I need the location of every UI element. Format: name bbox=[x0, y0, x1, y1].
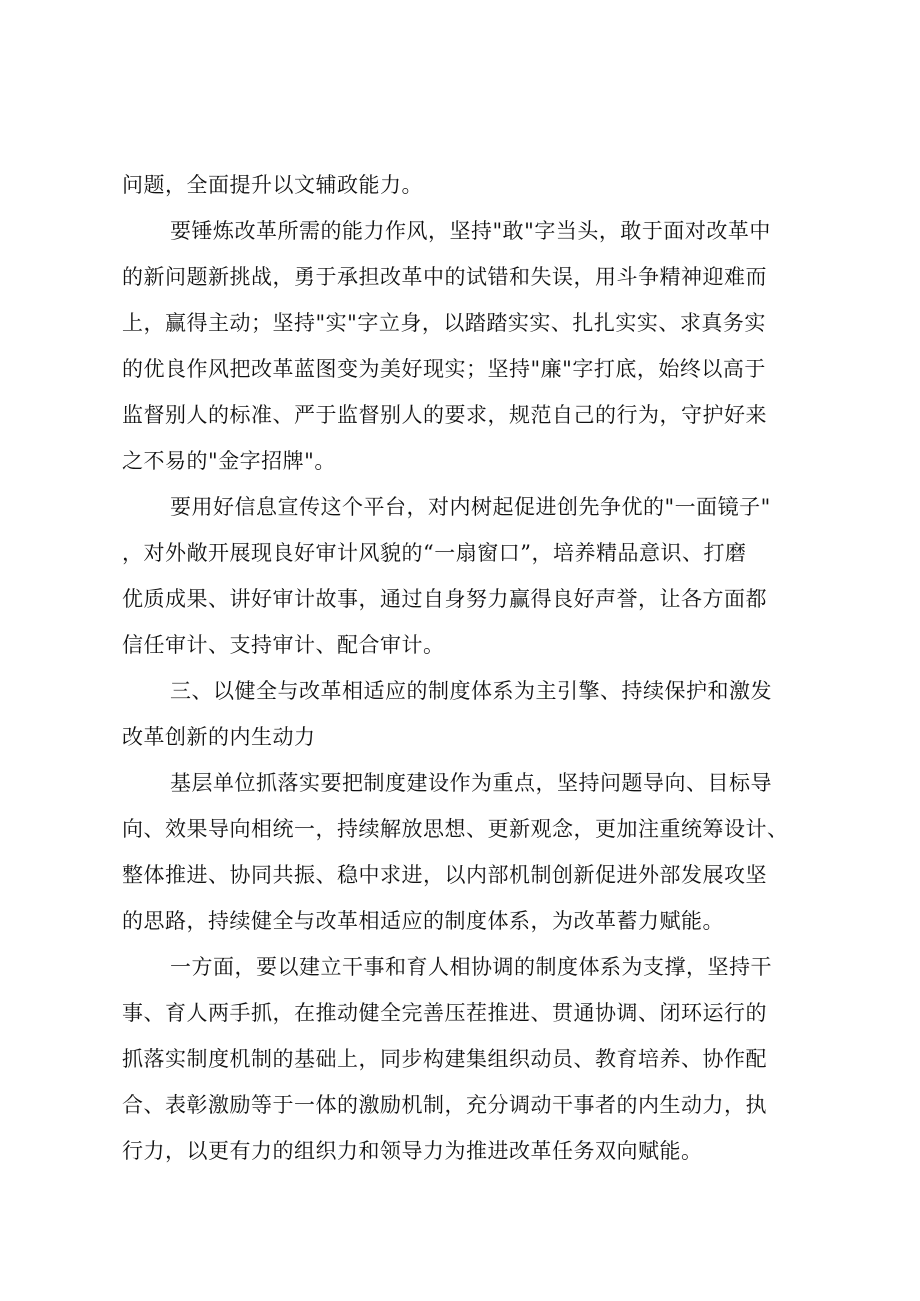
paragraph-line: 优质成果、讲好审计故事，通过自身努力赢得良好声誉，让各方面都 bbox=[122, 587, 767, 611]
paragraph-line: 一方面，要以建立干事和育人相协调的制度体系为支撑，坚持干 bbox=[170, 955, 772, 979]
paragraph-line: 事、育人两手抓，在推动健全完善压茬推进、贯通协调、闭环运行的 bbox=[122, 1001, 767, 1025]
paragraph-line: 之不易的"金字招牌"。 bbox=[122, 449, 336, 473]
paragraph-line: 的思路，持续健全与改革相适应的制度体系，为改革蓄力赋能。 bbox=[122, 909, 724, 933]
paragraph-line: 行力，以更有力的组织力和领导力为推进改革任务双向赋能。 bbox=[122, 1139, 703, 1163]
paragraph-line: 整体推进、协同共振、稳中求进，以内部机制创新促进外部发展攻坚 bbox=[122, 863, 767, 887]
paragraph-line: 监督别人的标准、严于监督别人的要求，规范自己的行为，守护好来 bbox=[122, 403, 767, 427]
paragraph-line: 基层单位抓落实要把制度建设作为重点，坚持问题导向、目标导 bbox=[170, 771, 772, 795]
paragraph-line: 抓落实制度机制的基础上，同步构建集组织动员、教育培养、协作配 bbox=[122, 1047, 767, 1071]
paragraph-line: 要锤炼改革所需的能力作风，坚持"敢"字当头，敢于面对改革中 bbox=[170, 219, 771, 243]
paragraph-line: 向、效果导向相统一，持续解放思想、更新观念，更加注重统筹设计、 bbox=[122, 817, 789, 841]
paragraph-line: 的优良作风把改革蓝图变为美好现实；坚持"廉"字打底，始终以高于 bbox=[122, 357, 766, 381]
paragraph-line: 上，赢得主动；坚持"实"字立身，以踏踏实实、扎扎实实、求真务实 bbox=[122, 311, 766, 335]
paragraph-line: 信任审计、支持审计、配合审计。 bbox=[122, 633, 445, 657]
section-heading: 三、以健全与改革相适应的制度体系为主引擎、持续保护和激发 bbox=[170, 679, 772, 703]
paragraph-line: 的新问题新挑战，勇于承担改革中的试错和失误，用斗争精神迎难而 bbox=[122, 265, 767, 289]
paragraph-line: ，对外敞开展现良好审计风貌的“一扇窗口”，培养精品意识、打磨 bbox=[122, 541, 747, 565]
section-heading: 改革创新的内生动力 bbox=[122, 725, 316, 749]
document-body bbox=[122, 162, 812, 1174]
paragraph-line: 合、表彰激励等于一体的激励机制，充分调动干事者的内生动力，执 bbox=[122, 1093, 767, 1117]
paragraph-line: 问题，全面提升以文辅政能力。 bbox=[122, 173, 423, 197]
paragraph-line: 要用好信息宣传这个平台，对内树起促进创先争优的"一面镜子" bbox=[170, 495, 771, 519]
